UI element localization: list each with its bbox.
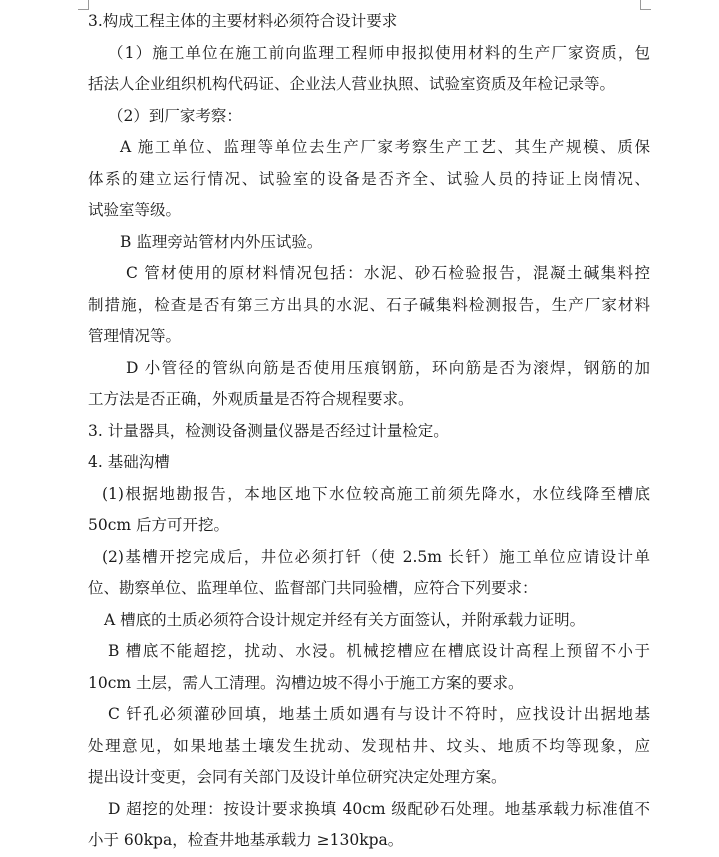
paragraph-line: B 槽底不能超挖，扰动、水浸。机械挖槽应在槽底设计高程上预留不小于 <box>108 642 650 660</box>
paragraph-line: C 管材使用的原材料情况包括：水泥、砂石检验报告，混凝土碱集料控 <box>126 264 650 282</box>
paragraph-line: (1)根据地勘报告，本地区地下水位较高施工前须先降水，水位线降至槽底 <box>102 484 650 503</box>
paragraph-line: 管理情况等。 <box>88 327 182 345</box>
paragraph-line: D 超挖的处理：按设计要求换填 40cm 级配砂石处理。地基承载力标准值不 <box>108 799 650 818</box>
section-heading: 4. 基础沟槽 <box>88 453 170 471</box>
paragraph-line: D 小管径的管纵向筋是否使用压痕钢筋，环向筋是否为滚焊，钢筋的加 <box>126 358 650 377</box>
document-body <box>88 6 650 857</box>
paragraph-line: 工方法是否正确，外观质量是否符合规程要求。 <box>88 390 414 408</box>
paragraph-line: A 槽底的土质必须符合设计规定并经有关方面签认，并附承载力证明。 <box>104 610 586 629</box>
paragraph-line: 50cm 后方可开挖。 <box>88 516 230 534</box>
paragraph-line: C 钎孔必须灌砂回填，地基土质如遇有与设计不符时，应找设计出据地基 <box>108 705 650 723</box>
paragraph-line: 处理意见，如果地基土壤发生扰动、发现枯井、坟头、地质不均等现象，应 <box>88 736 650 755</box>
paragraph-line: B 监理旁站管材内外压试验。 <box>120 232 323 251</box>
paragraph-line: 体系的建立运行情况、试验室的设备是否齐全、试验人员的持证上岗情况、 <box>88 169 650 188</box>
paragraph-line: （1）施工单位在施工前向监理工程师申报拟使用材料的生产厂家资质，包 <box>108 43 650 62</box>
paragraph-line: (2)基槽开挖完成后，井位必须打钎（使 2.5m 长钎）施工单位应请设计单 <box>102 547 650 566</box>
paragraph-line: 制措施，检查是否有第三方出具的水泥、石子碱集料检测报告，生产厂家材料 <box>88 295 650 314</box>
section-heading: 3. 计量器具，检测设备测量仪器是否经过计量检定。 <box>88 421 449 440</box>
paragraph-line: （2）到厂家考察： <box>108 106 242 125</box>
paragraph-line: 提出设计变更，会同有关部门及设计单位研究决定处理方案。 <box>88 768 507 786</box>
paragraph-line: A 施工单位、监理等单位去生产厂家考察生产工艺、其生产规模、质保 <box>120 138 650 156</box>
paragraph-line: 10cm 土层，需人工清理。沟槽边坡不得小于施工方案的要求。 <box>88 673 524 692</box>
paragraph-line: 试验室等级。 <box>88 201 182 219</box>
paragraph-line: 括法人企业组织机构代码证、企业法人营业执照、试验室资质及年检记录等。 <box>88 75 616 93</box>
paragraph-line: 位、勘察单位、监理单位、监督部门共同验槽，应符合下列要求： <box>88 579 538 597</box>
section-heading: 3.构成工程主体的主要材料必须符合设计要求 <box>88 12 398 30</box>
paragraph-line: 小于 60kpa，检查井地基承载力 ≥130kpa。 <box>88 831 404 849</box>
